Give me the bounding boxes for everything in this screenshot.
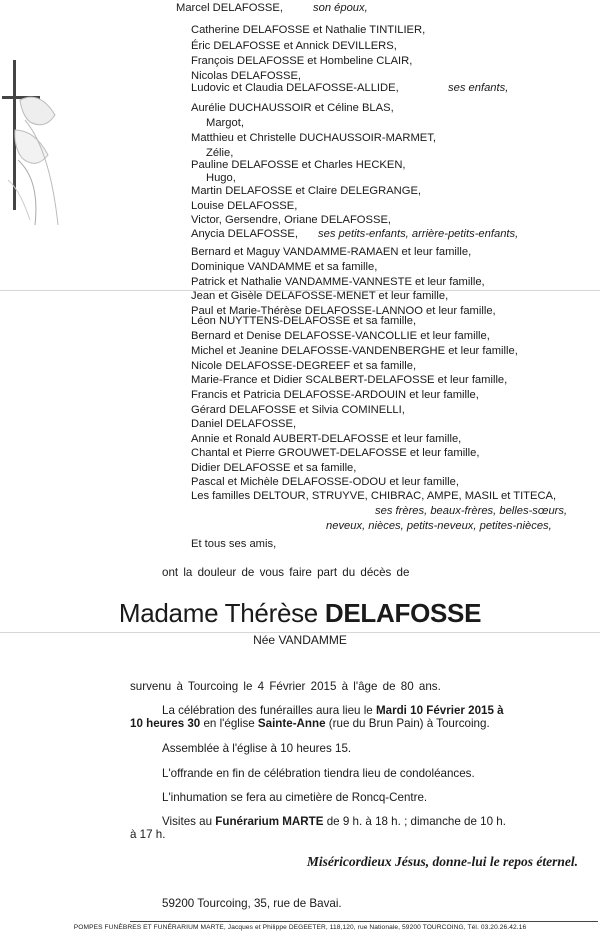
footer-rule <box>130 921 598 922</box>
deceased-title: Madame Thérèse <box>118 598 318 628</box>
relative-line: Francis et Patricia DELAFOSSE-ARDOUIN et leur famille, <box>191 389 479 401</box>
funerarium-name: Funérarium MARTE <box>215 815 324 828</box>
spouse-role: son époux, <box>313 2 368 14</box>
relative-line: Nicole DELAFOSSE-DEGREEF et sa famille, <box>191 360 417 372</box>
grandchild-line: Hugo, <box>206 172 236 184</box>
relative-line: Léon NUYTTENS-DELAFOSSE et sa famille, <box>191 315 417 327</box>
funeral-time: 10 heures 30 <box>130 717 201 730</box>
visits-text: Visites au <box>162 815 216 828</box>
relative-line: Pascal et Michèle DELAFOSSE-ODOU et leur famille, <box>191 476 459 488</box>
child-line: François DELAFOSSE et Hombeline CLAIR, <box>191 55 413 67</box>
grandchild-line: Matthieu et Christelle DUCHAUSSOIR-MARMET, <box>191 132 436 144</box>
funeral-date: Mardi 10 Février 2015 à <box>375 704 504 717</box>
relative-line: Chantal et Pierre GROUWET-DELAFOSSE et leur famille, <box>191 447 480 459</box>
friends-line: Et tous ses amis, <box>191 538 277 550</box>
relatives-role: neveux, nièces, petits-neveux, petites-nièces, <box>326 520 552 532</box>
relative-line: Marie-France et Didier SCALBERT-DELAFOSSE et leur famille, <box>191 374 508 386</box>
child-line: Ludovic et Claudia DELAFOSSE-ALLIDE, <box>191 82 399 94</box>
relative-line: Les familles DELTOUR, STRUYVE, CHIBRAC, AMPE, MASIL et TITECA, <box>191 490 557 502</box>
prayer-motto: Miséricordieux Jésus, donne-lui le repos éternel. <box>306 854 578 869</box>
maiden-name: Née VANDAMME <box>253 633 347 647</box>
child-line: Nicolas DELAFOSSE, <box>191 70 302 82</box>
grandchild-line: Pauline DELAFOSSE et Charles HECKEN, <box>191 159 406 171</box>
address-line: 59200 Tourcoing, 35, rue de Bavai. <box>162 897 342 910</box>
relatives-role: ses frères, beaux-frères, belles-sœurs, <box>375 505 568 517</box>
funeral-text: (rue du Brun Pain) à Tourcoing. <box>325 717 490 730</box>
relative-line: Daniel DELAFOSSE, <box>191 418 297 430</box>
grandchild-line: Aurélie DUCHAUSSOIR et Céline BLAS, <box>191 102 394 114</box>
cross-lily-icon <box>0 60 62 230</box>
relative-line: Bernard et Denise DELAFOSSE-VANCOLLIE et leur famille, <box>191 330 490 342</box>
child-line: Éric DELAFOSSE et Annick DEVILLERS, <box>191 40 397 52</box>
visits-paragraph <box>130 815 592 841</box>
grandchild-line: Margot, <box>206 117 244 129</box>
assembly-line: Assemblée à l'église à 10 heures 15. <box>162 742 352 755</box>
grandchild-line: Martin DELAFOSSE et Claire DELEGRANGE, <box>191 185 422 197</box>
offering-line: L'offrande en fin de célébration tiendra lieu de condoléances. <box>162 767 475 780</box>
relative-line: Annie et Ronald AUBERT-DELAFOSSE et leur famille, <box>191 433 462 445</box>
footer-funeral-home: POMPES FUNÈBRES ET FUNÉRARIUM MARTE, Jacques et Philippe DEGEETER, 118,120, rue Nationale, 59200 TOURCOING, Tél. 03.20.26.42.16 <box>73 924 527 931</box>
relative-line: Gérard DELAFOSSE et Silvia COMINELLI, <box>191 404 405 416</box>
burial-line: L'inhumation se fera au cimetière de Roncq-Centre. <box>162 791 428 804</box>
deceased-name <box>0 598 600 629</box>
relative-line: Patrick et Nathalie VANDAMME-VANNESTE et leur famille, <box>191 276 485 288</box>
visits-text: de 9 h. à 18 h. ; dimanche de 10 h. <box>323 815 506 828</box>
deceased-surname: DELAFOSSE <box>324 598 482 628</box>
children-role: ses enfants, <box>448 82 509 94</box>
funeral-text: en l'église <box>200 717 258 730</box>
spouse-name: Marcel DELAFOSSE, <box>176 2 283 14</box>
relative-line: Michel et Jeanine DELAFOSSE-VANDENBERGHE et leur famille, <box>191 345 518 357</box>
child-line: Catherine DELAFOSSE et Nathalie TINTILIER, <box>191 24 426 36</box>
grandchildren-role: ses petits-enfants, arrière-petits-enfants, <box>318 228 519 240</box>
relative-line: Paul et Marie-Thérèse DELAFOSSE-LANNOO et leur famille, <box>191 305 496 317</box>
funeral-paragraph <box>130 704 592 730</box>
grandchild-line: Louise DELAFOSSE, <box>191 200 298 212</box>
announcement: ont la douleur de vous faire part du décès de <box>162 566 410 579</box>
church-name: Sainte-Anne <box>257 717 326 730</box>
visits-text: à 17 h. <box>130 828 166 841</box>
relative-line: Jean et Gisèle DELAFOSSE-MENET et leur famille, <box>191 290 449 302</box>
grandchild-line: Zélie, <box>206 147 234 159</box>
relative-line: Didier DELAFOSSE et sa famille, <box>191 462 357 474</box>
grandchild-line: Anycia DELAFOSSE, <box>191 228 298 240</box>
funeral-text: La célébration des funérailles aura lieu le <box>162 704 376 717</box>
relative-line: Dominique VANDAMME et sa famille, <box>191 261 378 273</box>
death-line: survenu à Tourcoing le 4 Février 2015 à l'âge de 80 ans. <box>130 680 441 693</box>
grandchild-line: Victor, Gersendre, Oriane DELAFOSSE, <box>191 214 392 226</box>
relative-line: Bernard et Maguy VANDAMME-RAMAEN et leur famille, <box>191 246 472 258</box>
